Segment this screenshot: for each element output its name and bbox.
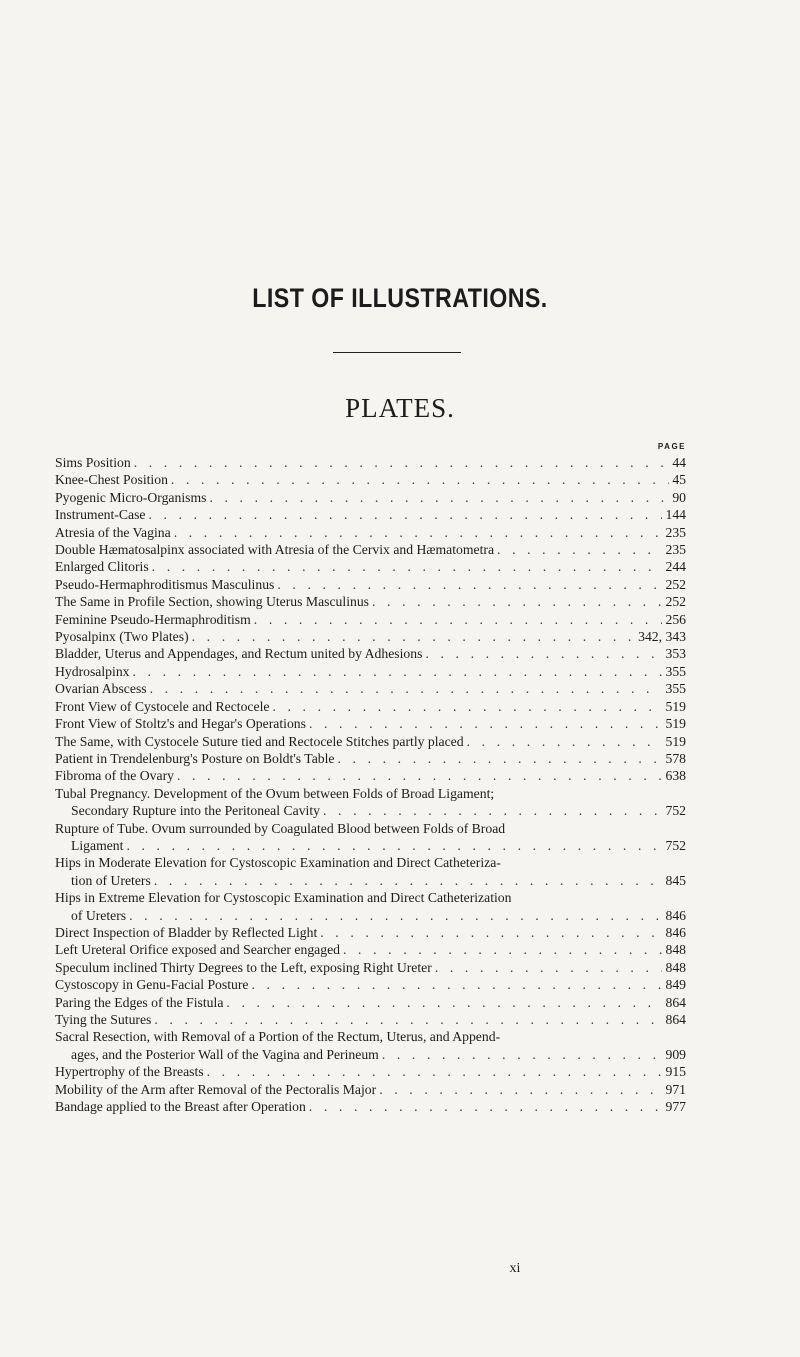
list-item (55, 645, 686, 662)
leader-dots (338, 750, 663, 767)
leader-dots (497, 541, 662, 558)
entry-page: 846 (665, 907, 686, 923)
list-item (55, 994, 686, 1011)
list-item (55, 471, 686, 488)
leader-dots (154, 1011, 662, 1028)
entry-page: 252 (665, 594, 686, 610)
entry-title: Front View of Stoltz's and Hegar's Operations (55, 716, 306, 732)
entry-title: Sacral Resection, with Removal of a Portion of the Rectum, Uterus, and Append- (55, 1029, 501, 1045)
entry-title: Atresia of the Vagina (55, 524, 171, 540)
entry-page: 909 (665, 1046, 686, 1062)
leader-dots (425, 645, 662, 662)
entry-title: Tubal Pregnancy. Development of the Ovum between Folds of Broad Ligament; (55, 785, 495, 801)
entry-title: Hydrosalpinx (55, 663, 130, 679)
leader-dots (254, 611, 663, 628)
leader-dots (209, 489, 669, 506)
leader-dots (129, 907, 662, 924)
entry-page: 235 (665, 542, 686, 558)
list-item (55, 1011, 686, 1028)
entry-title: Bandage applied to the Breast after Operation (55, 1099, 306, 1115)
leader-dots (379, 1081, 662, 1098)
entry-page: 235 (665, 524, 686, 540)
list-item (55, 611, 686, 628)
entry-page: 519 (665, 698, 686, 714)
leader-dots (133, 663, 663, 680)
illustration-list (55, 454, 686, 1115)
section-heading: PLATES. (345, 393, 455, 423)
leader-dots (323, 802, 662, 819)
leader-dots (252, 976, 663, 993)
entry-title: Front View of Cystocele and Rectocele (55, 698, 270, 714)
entry-title: Mobility of the Arm after Removal of the Pectoralis Major (55, 1081, 377, 1097)
list-item (55, 889, 686, 924)
entry-title: Direct Inspection of Bladder by Reflected Light (55, 924, 318, 940)
list-item (55, 454, 686, 471)
entry-title: Double Hæmatosalpinx associated with Atresia of the Cervix and Hæmatometra (55, 542, 495, 558)
entry-title: Secondary Rupture into the Peritoneal Cavity (71, 803, 320, 819)
leader-dots (435, 959, 663, 976)
page-title: LIST OF ILLUSTRATIONS. (252, 283, 548, 313)
entry-title: Left Ureteral Orifice exposed and Searcher engaged (55, 942, 341, 958)
entry-page: 244 (665, 559, 686, 575)
entry-title: ages, and the Posterior Wall of the Vagina and Perineum (71, 1046, 379, 1062)
entry-page: 977 (665, 1099, 686, 1115)
entry-page: 849 (665, 977, 686, 993)
entry-page: 342, 343 (638, 629, 686, 645)
list-item (55, 576, 686, 593)
list-item (55, 750, 686, 767)
entry-page: 846 (665, 924, 686, 940)
entry-title: tion of Ureters (71, 872, 151, 888)
leader-dots (320, 924, 662, 941)
entry-title: of Ureters (71, 907, 127, 923)
list-item (55, 1063, 686, 1080)
entry-page: 519 (665, 716, 686, 732)
entry-title: Hypertrophy of the Breasts (55, 1064, 204, 1080)
list-item (55, 941, 686, 958)
entry-title: Knee-Chest Position (55, 472, 168, 488)
entry-page: 864 (665, 1012, 686, 1027)
list-item (55, 628, 686, 645)
entry-page: 752 (665, 837, 686, 853)
entry-page: 45 (672, 472, 686, 488)
leader-dots (154, 872, 663, 889)
entry-title: Fibroma of the Ovary (55, 768, 174, 784)
list-item (55, 733, 686, 750)
entry-page: 355 (665, 663, 686, 679)
entry-title: Instrument-Case (55, 507, 146, 523)
list-item (55, 663, 686, 680)
entry-page: 848 (665, 942, 686, 958)
list-item (55, 524, 686, 541)
entry-title: Patient in Trendelenburg's Posture on Boldt's Table (55, 750, 335, 766)
page-folio: xi (509, 1261, 521, 1276)
entry-title: Pseudo-Hermaphroditismus Masculinus (55, 576, 275, 592)
entry-title: Pyogenic Micro-Organisms (55, 489, 207, 505)
entry-page: 638 (665, 768, 686, 784)
leader-dots (126, 837, 662, 854)
entry-page: 252 (665, 576, 686, 592)
list-item (55, 924, 686, 941)
leader-dots (226, 994, 662, 1011)
leader-dots (174, 524, 663, 541)
leader-dots (177, 767, 662, 784)
entry-page: 578 (665, 750, 686, 766)
list-item (55, 1081, 686, 1098)
entry-page: 44 (672, 455, 686, 470)
list-item (55, 1098, 686, 1115)
leader-dots (343, 941, 662, 958)
entry-page: 90 (672, 489, 686, 505)
entry-page: 519 (665, 733, 686, 749)
list-item (55, 820, 686, 855)
entry-title: Speculum inclined Thirty Degrees to the Left, exposing Right Ureter (55, 959, 432, 975)
leader-dots (277, 576, 662, 593)
entry-title: Bladder, Uterus and Appendages, and Rectum united by Adhesions (55, 646, 423, 662)
entry-title: Cystoscopy in Genu-Facial Posture (55, 977, 249, 993)
list-item (55, 976, 686, 993)
entry-title: The Same, with Cystocele Suture tied and Rectocele Stitches partly placed (55, 733, 464, 749)
entry-page: 915 (665, 1064, 686, 1080)
leader-dots (192, 628, 635, 645)
list-item (55, 541, 686, 558)
leader-dots (134, 454, 670, 471)
leader-dots (272, 698, 662, 715)
leader-dots (372, 593, 662, 610)
leader-dots (150, 680, 663, 697)
leader-dots (171, 471, 669, 488)
entry-title: Ovarian Abscess (55, 681, 147, 697)
leader-dots (207, 1063, 663, 1080)
entry-page: 353 (665, 646, 686, 662)
list-item (55, 854, 686, 889)
leader-dots (309, 1098, 663, 1115)
list-item (55, 489, 686, 506)
leader-dots (148, 506, 662, 523)
entry-title: Ligament (71, 837, 124, 853)
entry-title: Enlarged Clitoris (55, 559, 149, 575)
leader-dots (309, 715, 663, 732)
entry-title: The Same in Profile Section, showing Uterus Masculinus (55, 594, 370, 610)
list-item (55, 558, 686, 575)
entry-page: 256 (665, 611, 686, 627)
title-rule (333, 352, 461, 353)
entry-page: 355 (665, 681, 686, 697)
leader-dots (152, 558, 663, 575)
entry-page: 848 (665, 959, 686, 975)
entry-title: Hips in Extreme Elevation for Cystoscopic Examination and Direct Catheterization (55, 890, 512, 906)
list-item (55, 680, 686, 697)
entry-title: Tying the Sutures (55, 1012, 152, 1027)
list-item (55, 767, 686, 784)
entry-title: Hips in Moderate Elevation for Cystoscopic Examination and Direct Catheteriza- (55, 855, 501, 871)
list-item (55, 1028, 686, 1063)
list-item (55, 715, 686, 732)
entry-title: Sims Position (55, 455, 131, 470)
list-item (55, 785, 686, 820)
leader-dots (382, 1046, 663, 1063)
entry-page: 752 (665, 803, 686, 819)
entry-title: Feminine Pseudo-Hermaphroditism (55, 611, 251, 627)
entry-title: Pyosalpinx (Two Plates) (55, 629, 189, 645)
list-item (55, 959, 686, 976)
list-item (55, 506, 686, 523)
entry-page: 144 (665, 507, 686, 523)
list-item (55, 593, 686, 610)
page-column-header: PAGE (657, 442, 686, 451)
entry-page: 845 (665, 872, 686, 888)
entry-title: Paring the Edges of the Fistula (55, 994, 224, 1010)
entry-page: 864 (665, 994, 686, 1010)
leader-dots (467, 733, 663, 750)
entry-title: Rupture of Tube. Ovum surrounded by Coagulated Blood between Folds of Broad (55, 820, 506, 836)
list-item (55, 698, 686, 715)
entry-page: 971 (665, 1081, 686, 1097)
